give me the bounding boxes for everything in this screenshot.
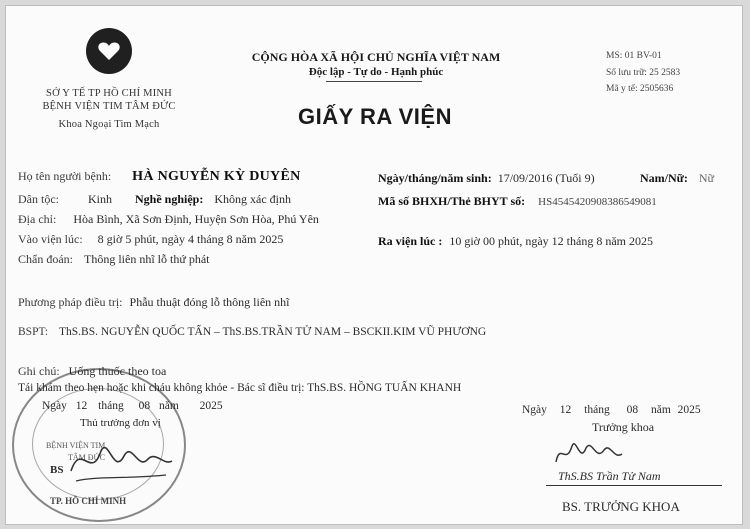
stamp-text-3: TP. HỒ CHÍ MINH [50,496,127,506]
hospital-ward: Khoa Ngoại Tim Mạch [58,119,160,130]
national-title: CỘNG HÒA XÃ HỘI CHỦ NGHĨA VIỆT NAM [251,50,501,64]
right-day-label: Ngày [522,404,547,416]
discharge-label: Ra viện lúc : [378,234,443,248]
surgeons-value: ThS.BS. NGUYỄN QUỐC TẤN – ThS.BS.TRẦN TỬ NAM – BSCKII.KIM VŨ PHƯƠNG [58,326,487,338]
dob-value: 17/09/2016 (Tuổi 9) [497,171,595,185]
motto-underline [326,81,422,82]
sex-label: Nam/Nữ: [640,171,688,185]
right-signature-name: ThS.BS Trần Tử Nam [558,469,661,483]
treatment-label: Phương pháp điều trị: [18,295,123,309]
treatment-row [18,295,290,310]
right-signature-scribble [546,434,696,474]
diagnosis-row [18,252,210,267]
left-day: 12 [75,400,88,412]
address-label: Địa chỉ: [18,212,57,226]
left-signature-scribble [66,431,176,491]
left-month-label: tháng [98,400,124,412]
insurance-row [378,194,657,209]
treatment-value: Phẫu thuật đóng lỗ thông liên nhĩ [129,295,290,309]
insurance-value: HS4545420908386549081 [538,196,657,208]
left-prefix: BS [50,464,64,476]
document-title: GIẤY RA VIỆN [298,104,452,129]
hospital-department: SỞ Y TẾ TP HỒ CHÍ MINH [46,88,172,99]
followup-row: Tái khám theo hẹn hoặc khi cháu không khỏe - Bác sĩ điều trị: ThS.BS. HỒNG TUẤN KHANH [18,382,462,394]
patient-name-row [18,169,301,185]
hospital-name: BỆNH VIỆN TIM TÂM ĐỨC [42,101,176,112]
right-day: 12 [559,404,572,416]
stamp-text-2: TÂM ĐỨC [68,453,106,462]
right-role: Trưởng khoa [592,420,655,434]
sex-value: Nữ [698,171,715,185]
notes-value-1: Uống thuốc theo toa [68,364,167,378]
discharge-row [378,234,653,249]
medical-code: Mã y tế: 2505636 [606,84,674,94]
insurance-label: Mã số BHXH/Thẻ BHYT số: [378,194,526,208]
right-month-label: tháng [584,404,610,416]
stamp-text-1: BỆNH VIỆN TIM [46,441,106,450]
archive-number: Số lưu trữ: 25 2583 [606,68,681,78]
left-date [42,400,223,412]
admission-label: Vào viện lúc: [18,232,83,246]
ethnic-label: Dân tộc: [18,192,59,206]
form-code: MS: 01 BV-01 [606,51,662,61]
diagnosis-value: Thông liên nhĩ lỗ thứ phát [84,252,210,266]
patient-name-label: Họ tên người bệnh: [18,169,112,183]
discharge-document [5,5,743,525]
admission-row [18,232,283,247]
left-role: Thủ trưởng đơn vị [80,417,161,429]
address-row [18,212,319,227]
notes-label: Ghi chú: [18,364,60,378]
ethnic-row [18,192,291,207]
patient-name: HÀ NGUYỄN KỲ DUYÊN [132,169,301,184]
left-year-label: năm [158,400,179,412]
hospital-logo [86,28,132,74]
discharge-value: 10 giờ 00 phút, ngày 12 tháng 8 năm 2025 [449,234,654,248]
admission-value: 8 giờ 5 phút, ngày 4 tháng 8 năm 2025 [97,232,284,246]
address-value: Hòa Bình, Xã Sơn Định, Huyện Sơn Hòa, Phú Yên [73,212,319,226]
surgeons-row [18,326,486,338]
left-year: 2025 [199,400,223,412]
signature-line [546,485,722,486]
right-year: 2025 [677,404,701,416]
right-year-label: năm [650,404,671,416]
surgeons-label: BSPT: [18,326,49,338]
sex-row [640,171,714,186]
left-day-label: Ngày [42,400,67,412]
job-label: Nghề nghiệp: [135,192,204,206]
national-motto: Độc lập - Tự do - Hạnh phúc [308,66,444,78]
job-value: Không xác định [214,192,291,206]
right-signer-name: BS. TRƯỞNG KHOA [562,499,680,514]
left-month: 08 [138,400,151,412]
heart-icon [98,41,120,61]
dob-label: Ngày/tháng/năm sinh: [378,171,492,185]
diagnosis-label: Chẩn đoán: [18,252,73,266]
ethnic-value: Kinh [88,192,112,206]
right-month: 08 [626,404,639,416]
right-date [522,404,701,416]
dob-row [378,171,595,186]
